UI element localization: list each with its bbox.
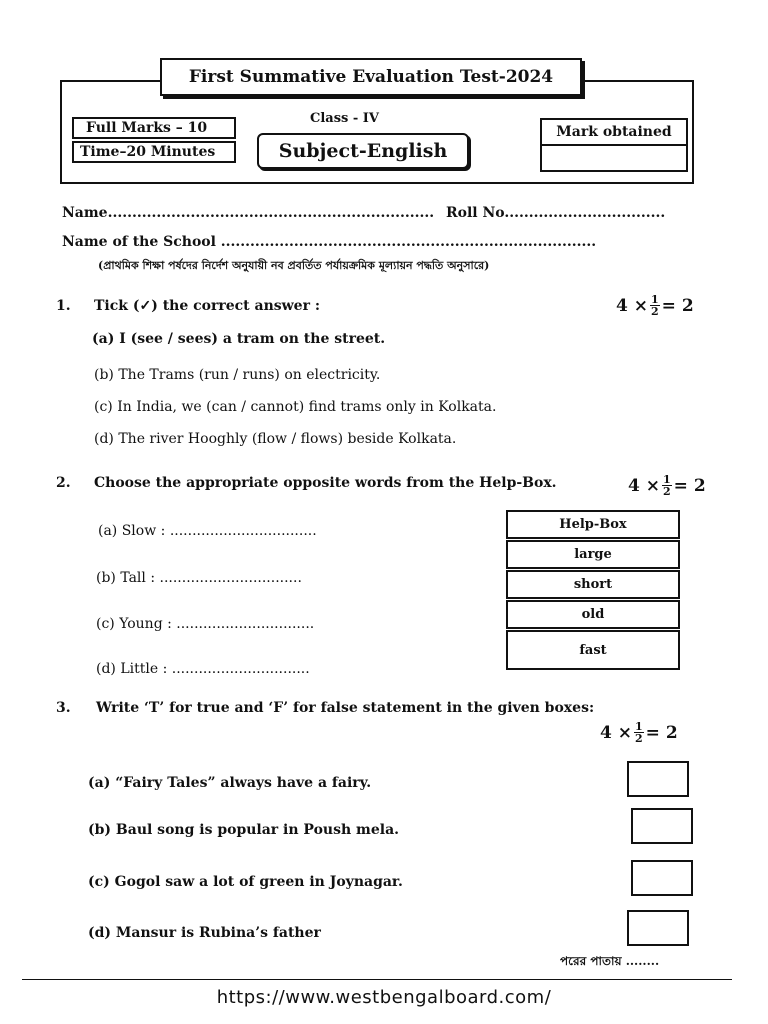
marks-right: = 2 [645,722,678,743]
q1-marks [616,294,694,317]
q3-item-b: (b) Baul song is popular in Poush mela. [88,822,400,838]
q3-item-d: (d) Mansur is Rubina’s father [88,925,321,941]
class-label: Class - IV [310,111,379,126]
q2-item-d[interactable]: (d) Little : ............................... [96,661,310,677]
q1-item-a: (a) I (see / sees) a tram on the street. [92,331,386,347]
mark-obtained-label: Mark obtained [540,118,688,146]
q3-number: 3. [56,700,71,716]
q1-item-d: (d) The river Hooghly (flow / flows) beside Kolkata. [94,431,457,447]
time-limit: Time–20 Minutes [72,141,236,163]
q3-heading: Write ‘T’ for true and ‘F’ for false statement in the given boxes: [96,700,595,716]
fraction-den: 2 [663,485,671,498]
half-fraction [634,721,644,744]
answer-box-a[interactable] [627,761,689,797]
bengali-note: (প্রাথমিক শিক্ষা পর্ষদের নির্দেশ অনুযায়ী নব প্রবর্তিত পর্যায়ক্রমিক মূল্যায়ন পদ্ধতি অনুসারে) [98,259,490,272]
half-fraction [662,474,672,497]
fraction-num: 1 [635,720,643,733]
exam-title: First Summative Evaluation Test-2024 [160,58,582,96]
q1-item-b: (b) The Trams (run / runs) on electricity. [94,367,381,383]
full-marks: Full Marks – 10 [72,117,236,139]
subject-label: Subject-English [257,133,469,169]
school-field[interactable]: Name of the School ............................................................................. [62,234,597,250]
answer-box-d[interactable] [627,910,689,946]
mark-obtained-field[interactable] [540,144,688,172]
q2-number: 2. [56,475,71,491]
fraction-num: 1 [651,293,659,306]
name-field[interactable]: Name................................................................... [62,205,435,221]
marks-left: 4 × [628,475,660,496]
fraction-num: 1 [663,473,671,486]
marks-right: = 2 [661,295,694,316]
q3-marks [600,721,678,744]
q1-item-c: (c) In India, we (can / cannot) find trams only in Kolkata. [94,399,497,415]
q3-item-a: (a) “Fairy Tales” always have a fairy. [88,775,372,791]
help-word-fast: fast [506,630,680,670]
marks-left: 4 × [616,295,648,316]
marks-left: 4 × [600,722,632,743]
help-word-large: large [506,540,680,569]
continued-note: পরের পাতায় ........ [560,954,660,968]
q1-number: 1. [56,298,71,314]
q2-item-c[interactable]: (c) Young : ............................... [96,616,315,632]
roll-no-field[interactable]: Roll No................................. [446,205,666,221]
footer-divider [22,979,732,980]
help-word-old: old [506,600,680,629]
answer-box-c[interactable] [631,860,693,896]
help-box-header: Help-Box [506,510,680,539]
q2-heading: Choose the appropriate opposite words from the Help-Box. [94,475,557,491]
answer-box-b[interactable] [631,808,693,844]
q1-heading: Tick (✓) the correct answer : [94,298,321,314]
help-box [506,510,680,671]
q2-item-a[interactable]: (a) Slow : ................................. [98,523,317,539]
half-fraction [650,294,660,317]
fraction-den: 2 [651,305,659,318]
q2-item-b[interactable]: (b) Tall : ................................ [96,570,302,586]
help-word-short: short [506,570,680,599]
fraction-den: 2 [635,732,643,745]
marks-right: = 2 [673,475,706,496]
q2-marks [628,474,706,497]
footer-url[interactable]: https://www.westbengalboard.com/ [216,987,552,1008]
q3-item-c: (c) Gogol saw a lot of green in Joynagar. [88,874,403,890]
